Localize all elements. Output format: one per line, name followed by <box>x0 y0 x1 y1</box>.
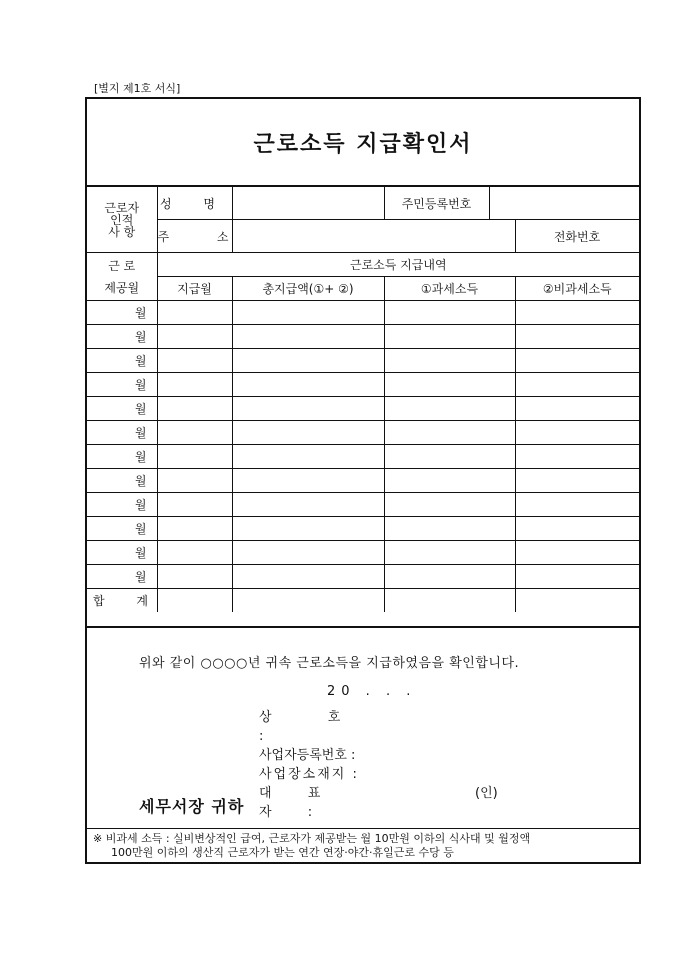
month-row: 월 <box>87 349 639 373</box>
column-taxable-income: ①과세소득 <box>384 277 515 301</box>
form-title: 근로소득 지급확인서 <box>87 99 639 187</box>
form-table <box>87 187 639 612</box>
name-label: 성 명 <box>157 187 232 220</box>
signer-block <box>259 708 498 822</box>
address-field[interactable] <box>232 220 515 253</box>
footnote-line-1: ※ 비과세 소득 : 실비변상적인 급여, 근로자가 제공받는 월 10만원 이하의 식사대 및 월정액 <box>93 832 531 845</box>
month-row: 월 <box>87 373 639 397</box>
column-total-pay: 총지급액(①+ ②) <box>232 277 384 301</box>
month-row: 월 <box>87 469 639 493</box>
total-row <box>87 589 639 613</box>
name-field[interactable] <box>232 187 384 220</box>
recipient: 세무서장 귀하 <box>139 797 245 816</box>
form-number: [별지 제1호 서식] <box>94 82 181 95</box>
resident-no-field[interactable] <box>489 187 639 220</box>
business-address-label: 사업장소재지 : <box>259 767 359 782</box>
month-row: 월 <box>87 565 639 589</box>
form-frame <box>85 97 641 864</box>
payment-details-header: 근로소득 지급내역 <box>157 253 639 277</box>
month-row: 월 <box>87 325 639 349</box>
representative-label: 대 표 자 : <box>259 786 337 820</box>
footnote-line-2: 100만원 이하의 생산직 근로자가 받는 연간 연장·야간·휴일근로 수당 등 <box>111 846 454 859</box>
column-pay-month: 지급월 <box>157 277 232 301</box>
month-row: 월 <box>87 397 639 421</box>
month-row: 월 <box>87 493 639 517</box>
business-reg-label: 사업자등록번호 : <box>259 748 356 763</box>
month-row: 월 <box>87 517 639 541</box>
confirmation-text: 위와 같이 ○○○○년 귀속 근로소득을 지급하였음을 확인합니다. <box>139 656 520 671</box>
address-label: 주 소 <box>157 220 232 253</box>
confirmation-section <box>87 626 639 830</box>
column-nontaxable-income: ②비과세소득 <box>515 277 639 301</box>
month-row: 월 <box>87 541 639 565</box>
work-period-label: 근 로 제공월 <box>87 253 157 301</box>
month-row: 월 <box>87 445 639 469</box>
total-label: 합 계 <box>87 589 157 613</box>
person-section-label: 근로자 인적 사 항 <box>87 187 157 253</box>
month-row: 월 <box>87 301 639 325</box>
phone-label: 전화번호 <box>515 220 639 253</box>
seal-mark: (인) <box>475 786 498 801</box>
resident-no-label: 주민등록번호 <box>384 187 489 220</box>
footnote <box>87 828 639 862</box>
month-row: 월 <box>87 421 639 445</box>
business-name-label: 상 호 : <box>259 710 367 744</box>
date-field[interactable]: 20 . . . <box>327 684 417 699</box>
